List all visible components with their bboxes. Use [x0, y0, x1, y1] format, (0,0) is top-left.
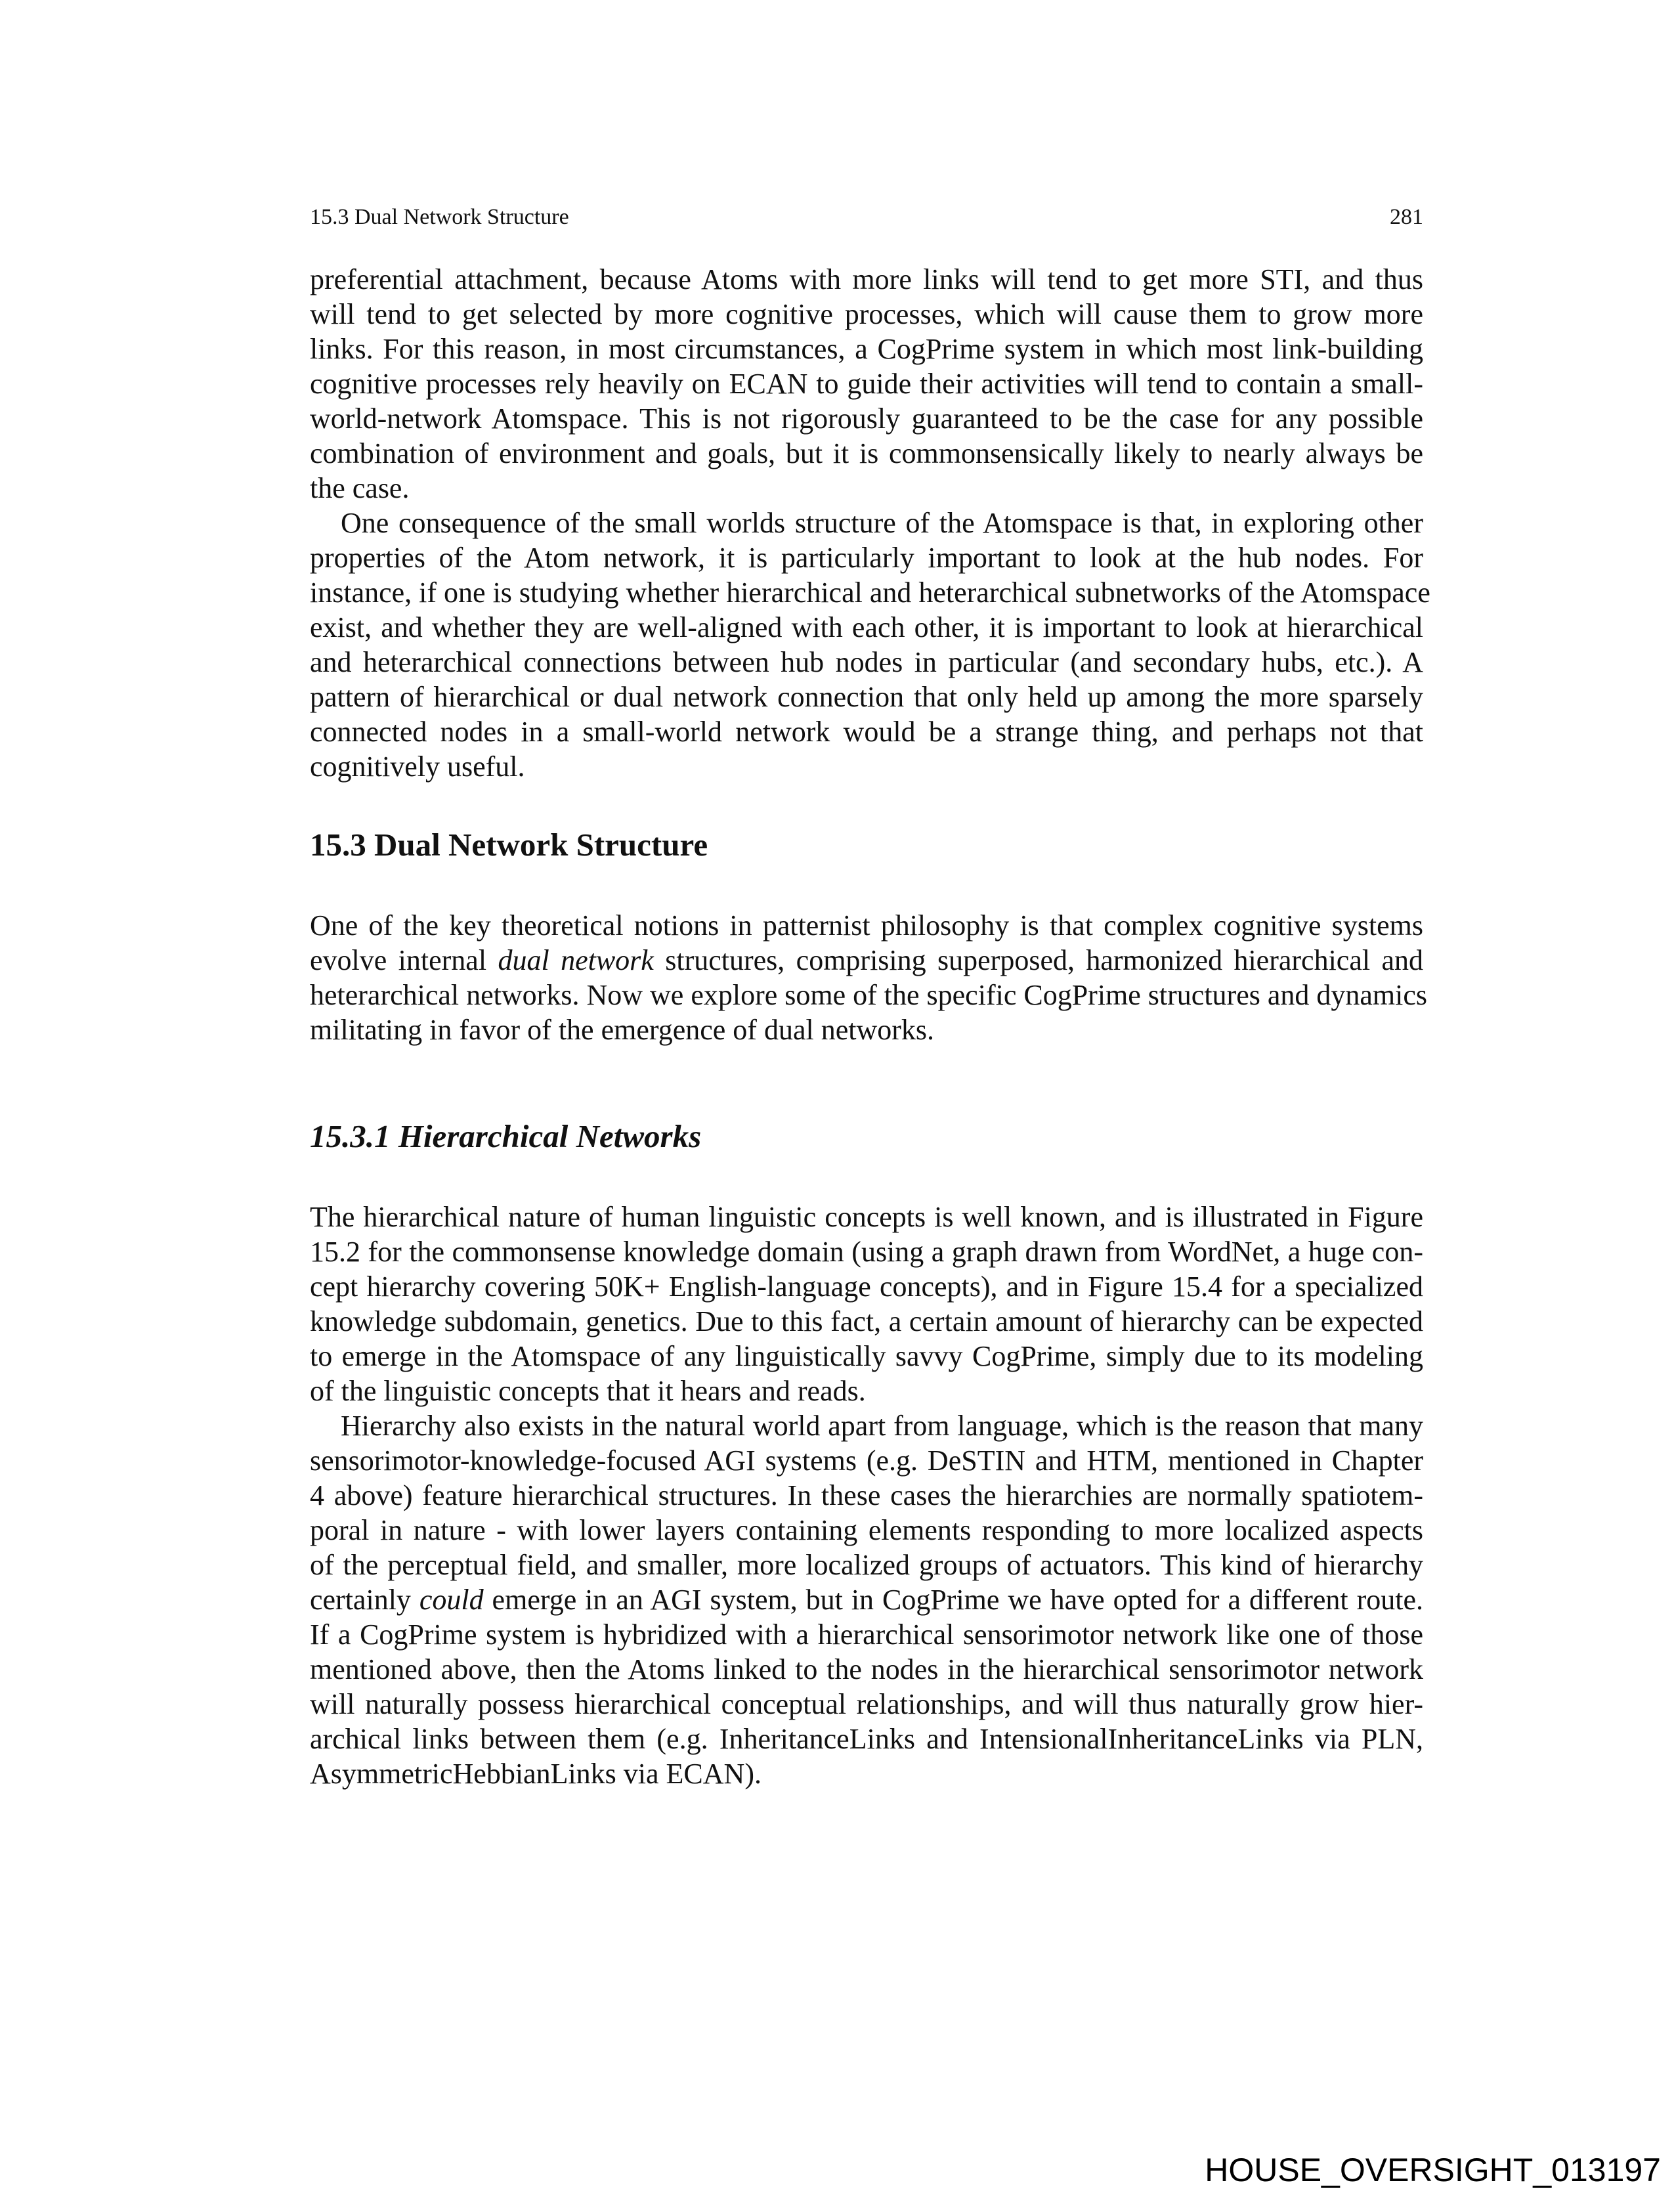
text-run: preferential attachment, because Atoms with more links will tend to get more STI, and thus: [310, 263, 1423, 295]
text-run: will naturally possess hierarchical conceptual relationships, and will thus naturally grow hier-: [310, 1688, 1423, 1720]
text-run: One of the key theoretical notions in patternist philosophy is that complex cognitive systems: [310, 909, 1423, 942]
text-line: [310, 1339, 1423, 1374]
text-line: [310, 1012, 1423, 1047]
text-line: [310, 506, 1423, 540]
text-line: [310, 610, 1423, 645]
subsection-heading: 15.3.1 Hierarchical Networks: [310, 1118, 702, 1154]
text-line: [310, 540, 1423, 575]
text-run: cognitively useful.: [310, 750, 525, 783]
text-run: combination of environment and goals, but it is commonsensically likely to nearly always be: [310, 437, 1423, 469]
page-number: 281: [1390, 205, 1423, 229]
emphasized-text: could: [419, 1584, 484, 1616]
text-run: of the perceptual field, and smaller, more localized groups of actuators. This kind of hierarchy: [310, 1549, 1423, 1581]
text-run: heterarchical networks. Now we explore some of the specific CogPrime structures and dynamics: [310, 979, 1428, 1011]
text-line: [310, 1234, 1423, 1269]
text-line: [310, 749, 1423, 784]
text-run: cognitive processes rely heavily on ECAN to guide their activities will tend to contain a small-: [310, 368, 1423, 400]
text-run: links. For this reason, in most circumstances, a CogPrime system in which most link-building: [310, 333, 1423, 365]
emphasized-text: dual network: [498, 944, 654, 976]
text-line: [310, 1617, 1423, 1652]
text-line: [310, 1687, 1423, 1722]
text-line: [310, 575, 1430, 610]
text-line: [310, 366, 1423, 401]
text-line: [310, 1200, 1423, 1234]
text-line: [310, 978, 1428, 1012]
text-run: 15.2 for the commonsense knowledge domain (using a graph drawn from WordNet, a huge con-: [310, 1236, 1423, 1268]
text-run: The hierarchical nature of human linguistic concepts is well known, and is illustrated in Figure: [310, 1201, 1423, 1233]
text-line: [310, 1478, 1423, 1513]
text-line: [310, 1548, 1423, 1582]
text-run: of the linguistic concepts that it hears and reads.: [310, 1375, 866, 1407]
text-run: archical links between them (e.g. InheritanceLinks and IntensionalInheritanceLinks via PLN,: [310, 1723, 1423, 1755]
text-line: [310, 1582, 1423, 1617]
text-run: militating in favor of the emergence of dual networks.: [310, 1014, 935, 1046]
text-run: sensorimotor-knowledge-focused AGI systems (e.g. DeSTIN and HTM, mentioned in Chapter: [310, 1444, 1423, 1477]
text-line: [310, 645, 1423, 680]
text-line: [310, 401, 1423, 436]
text-line: [310, 1269, 1423, 1304]
text-run: mentioned above, then the Atoms linked to the nodes in the hierarchical sensorimotor network: [310, 1653, 1423, 1685]
subsection-body-text: [310, 1200, 1423, 1791]
section-heading: 15.3 Dual Network Structure: [310, 827, 708, 863]
text-run: to emerge in the Atomspace of any linguistically savvy CogPrime, simply due to its modeling: [310, 1340, 1423, 1372]
text-run: Hierarchy also exists in the natural world apart from language, which is the reason that many: [341, 1410, 1423, 1442]
text-line: [310, 471, 1423, 506]
text-run: instance, if one is studying whether hierarchical and heterarchical subnetworks of the Atomspace: [310, 576, 1430, 609]
text-run: and heterarchical connections between hub nodes in particular (and secondary hubs, etc.). A: [310, 646, 1423, 678]
text-run: pattern of hierarchical or dual network connection that only held up among the more sparsely: [310, 681, 1423, 713]
text-run: will tend to get selected by more cognitive processes, which will cause them to grow more: [310, 298, 1423, 330]
text-line: [310, 680, 1423, 714]
section-intro-paragraph: [310, 908, 1428, 1047]
text-line: [310, 1408, 1423, 1443]
text-line: [310, 1722, 1423, 1756]
text-run: 4 above) feature hierarchical structures. In these cases the hierarchies are normally spatiotem-: [310, 1479, 1423, 1511]
text-run: One consequence of the small worlds structure of the Atomspace is that, in exploring other: [341, 507, 1423, 539]
text-line: [310, 297, 1423, 332]
text-line: [310, 943, 1423, 978]
text-run: exist, and whether they are well-aligned with each other, it is important to look at hierarchical: [310, 611, 1423, 643]
text-line: [310, 1652, 1423, 1687]
text-run: connected nodes in a small-world network would be a strange thing, and perhaps not that: [310, 716, 1423, 748]
text-run: emerge in an AGI system, but in CogPrime we have opted for a different route.: [483, 1584, 1423, 1616]
text-line: [310, 436, 1423, 471]
text-run: knowledge subdomain, genetics. Due to this fact, a certain amount of hierarchy can be expected: [310, 1305, 1423, 1337]
text-run: poral in nature - with lower layers containing elements responding to more localized aspects: [310, 1514, 1423, 1546]
text-line: [310, 1756, 1423, 1791]
text-line: [310, 1443, 1423, 1478]
text-line: [310, 262, 1423, 297]
text-line: [310, 1374, 1423, 1408]
text-run: evolve internal: [310, 944, 498, 976]
text-line: [310, 714, 1423, 749]
text-run: properties of the Atom network, it is particularly important to look at the hub nodes. For: [310, 542, 1423, 574]
running-head: [310, 205, 1423, 230]
text-run: structures, comprising superposed, harmonized hierarchical and: [653, 944, 1423, 976]
text-run: certainly: [310, 1584, 419, 1616]
bates-stamp: HOUSE_OVERSIGHT_013197: [1205, 2152, 1661, 2188]
text-run: world-network Atomspace. This is not rigorously guaranteed to be the case for any possible: [310, 402, 1423, 435]
text-line: [310, 332, 1423, 366]
text-run: If a CogPrime system is hybridized with a hierarchical sensorimotor network like one of those: [310, 1618, 1423, 1651]
text-line: [310, 908, 1423, 943]
body-text-continuation: [310, 262, 1430, 784]
running-head-title: 15.3 Dual Network Structure: [310, 205, 569, 229]
text-line: [310, 1513, 1423, 1548]
text-run: cept hierarchy covering 50K+ English-language concepts), and in Figure 15.4 for a specialized: [310, 1270, 1423, 1303]
text-line: [310, 1304, 1423, 1339]
text-run: AsymmetricHebbianLinks via ECAN).: [310, 1758, 762, 1790]
text-run: the case.: [310, 472, 410, 504]
